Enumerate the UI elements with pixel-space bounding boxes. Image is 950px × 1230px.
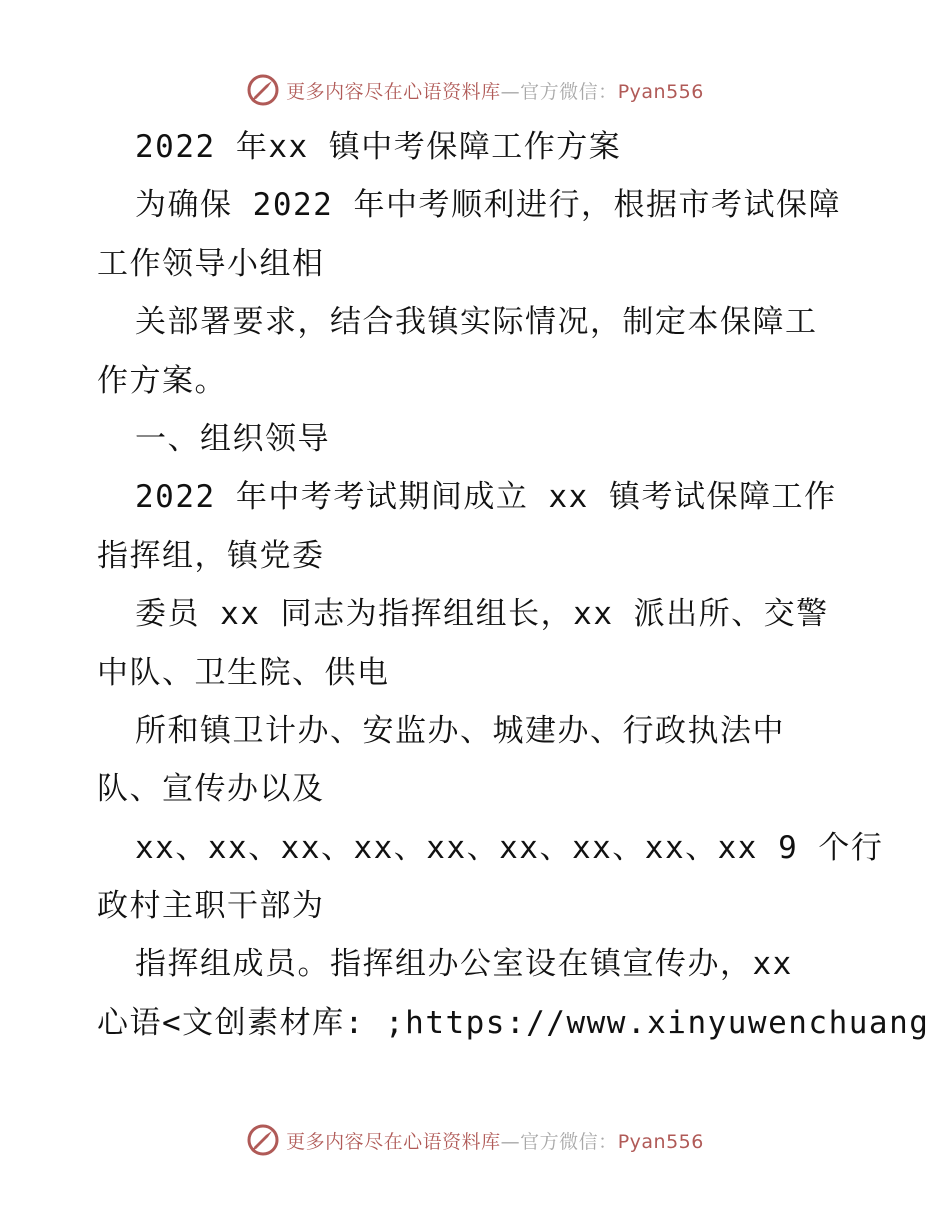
paragraph-line: xx、xx、xx、xx、xx、xx、xx、xx、xx 9 个行 <box>135 829 884 866</box>
source-link-line: 心语<文创素材库: ;https://www.xinyuwenchuang <box>97 1004 930 1041</box>
header-watermark <box>0 68 950 112</box>
paragraph-line: 指挥组，镇党委 <box>97 537 325 574</box>
watermark-wechat-label: 官方微信： <box>520 1130 618 1153</box>
watermark-text <box>286 77 704 104</box>
watermark-text <box>286 1127 704 1154</box>
paragraph-line: 政村主职干部为 <box>97 888 325 925</box>
footer-watermark <box>0 1118 950 1162</box>
watermark-wechat-label: 官方微信： <box>520 80 618 103</box>
quill-logo-icon <box>246 73 280 107</box>
watermark-wechat-id: Pyan556 <box>617 80 704 103</box>
paragraph-line: 中队、卫生院、供电 <box>97 654 390 691</box>
watermark-brand: 更多内容尽在心语资料库 <box>286 1130 501 1153</box>
watermark-separator: — <box>500 1130 521 1153</box>
paragraph-line: 为确保 2022 年中考顺利进行，根据市考试保障 <box>135 187 841 224</box>
paragraph-line: 关部署要求，结合我镇实际情况，制定本保障工 <box>135 304 818 341</box>
doc-title: 2022 年xx 镇中考保障工作方案 <box>135 129 622 165</box>
paragraph-line: 委员 xx 同志为指挥组组长，xx 派出所、交警 <box>135 596 829 633</box>
paragraph-line: 指挥组成员。指挥组办公室设在镇宣传办，xx <box>135 946 793 983</box>
watermark-separator: — <box>500 80 521 103</box>
watermark-brand: 更多内容尽在心语资料库 <box>286 80 501 103</box>
paragraph-line: 2022 年中考考试期间成立 xx 镇考试保障工作 <box>135 479 837 516</box>
paragraph-line: 所和镇卫计办、安监办、城建办、行政执法中 <box>135 712 785 749</box>
section-heading: 一、组织领导 <box>135 420 330 457</box>
quill-logo-icon <box>246 1123 280 1157</box>
paragraph-line: 队、宣传办以及 <box>97 771 325 808</box>
watermark-wechat-id: Pyan556 <box>617 1130 704 1153</box>
paragraph-line: 作方案。 <box>97 362 227 399</box>
paragraph-line: 工作领导小组相 <box>97 245 325 282</box>
document-body <box>97 118 930 1052</box>
